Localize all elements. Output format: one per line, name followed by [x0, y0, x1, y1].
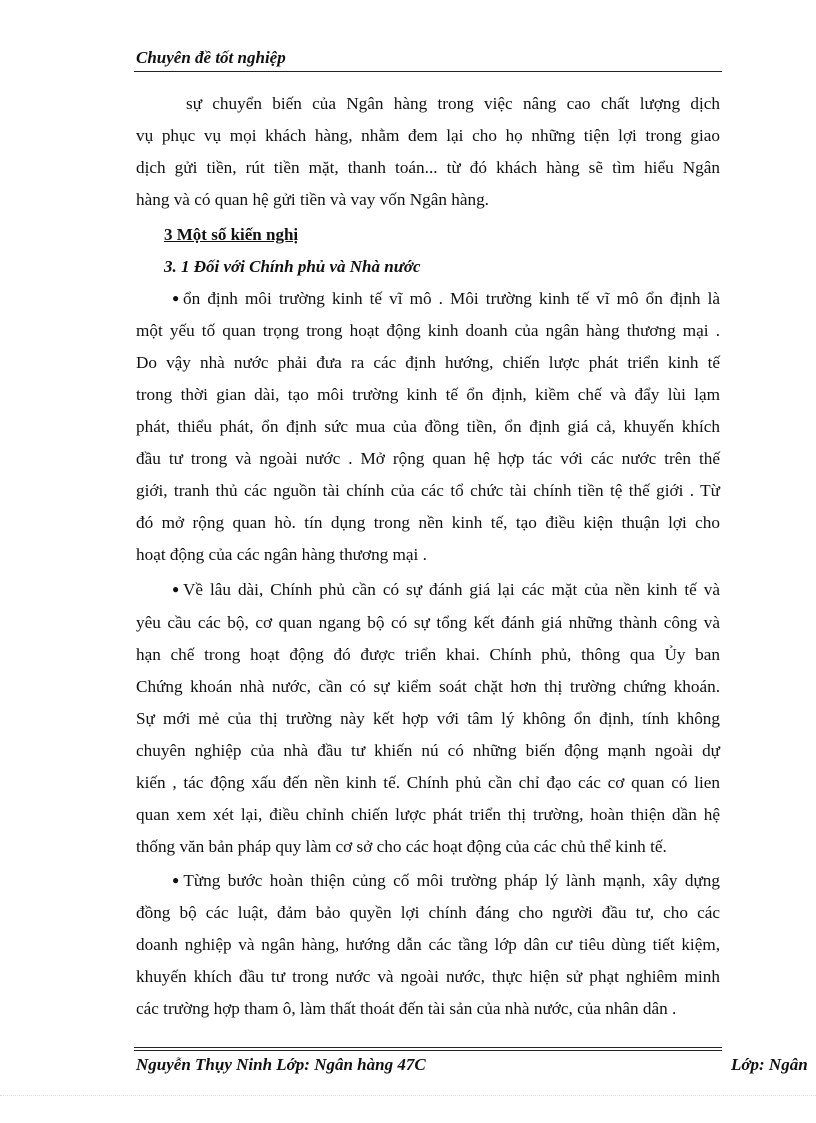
paragraph-2-line-7: kiến , tác động xấu đến nền kinh tế. Chính phủ cần chỉ đạo các cơ quan có lien: [136, 773, 720, 792]
page-header-title: Chuyên đề tốt nghiệp: [136, 48, 286, 67]
paragraph-1-line-1: ●ổn định môi trường kinh tế vĩ mô . Môi trường kinh tế vĩ mô ổn định là: [172, 289, 720, 308]
paragraph-3-line-1: ●Từng bước hoàn thiện củng cố môi trường pháp lý lành mạnh, xây dựng: [172, 871, 720, 890]
paragraph-1-line-2: một yếu tố quan trọng trong hoạt động kinh doanh của ngân hàng thương mại .: [136, 321, 720, 340]
paragraph-1-line-9: hoạt động của các ngân hàng thương mại .: [136, 545, 427, 564]
bullet-icon: ●: [172, 291, 183, 305]
paragraph-3-line-4: khuyến khích đầu tư trong nước và ngoài nước, thực hiện sử phạt nghiêm minh: [136, 967, 720, 986]
paragraph-1-line-4: trong thời gian dài, tạo môi trường kinh tế ổn định, kiềm chế và đẩy lùi lạm: [136, 385, 720, 404]
footer-author: Nguyễn Thụy Ninh Lớp: Ngân hàng 47C: [136, 1055, 426, 1074]
intro-line-3: dịch gửi tiền, rút tiền mặt, thanh toán... từ đó khách hàng sẽ tìm hiểu Ngân: [136, 158, 720, 177]
paragraph-1-line-7: giới, tranh thủ các nguồn tài chính của các tổ chức tài chính tiền tệ thế giới . Từ: [136, 481, 720, 500]
paragraph-2-line-5: Sự mới mẻ của thị trường này kết hợp với tâm lý không ổn định, tính không: [136, 709, 720, 728]
paragraph-2-line-9: thống văn bản pháp quy làm cơ sở cho các hoạt động của các chủ thể kinh tế.: [136, 837, 667, 856]
paragraph-2-line-6: chuyên nghiệp của nhà đầu tư khiến nú có những biến động mạnh ngoài dự: [136, 741, 720, 760]
footer-divider-top: [134, 1047, 722, 1048]
bullet-icon: ●: [172, 873, 183, 887]
intro-line-4: hàng và có quan hệ gửi tiền và vay vốn Ngân hàng.: [136, 190, 489, 209]
subsection-title: 3. 1 Đối với Chính phủ và Nhà nước: [164, 257, 421, 276]
page-bottom-dotted-rule: [0, 1095, 816, 1096]
bullet-icon: ●: [172, 582, 182, 596]
paragraph-1-line-5: phát, thiểu phát, ổn định sức mua của đồng tiền, ổn định giá cả, khuyến khích: [136, 417, 720, 436]
paragraph-2-line-8: quan xem xét lại, điều chỉnh chiến lược phát triển thị trường, hoàn thiện dần hệ: [136, 805, 720, 824]
paragraph-1-line-6: đầu tư trong và ngoài nước . Mở rộng quan hệ hợp tác với các nước trên thế: [136, 449, 720, 468]
paragraph-3-line-5: các trường hợp tham ô, làm thất thoát đến tài sản của nhà nước, của nhân dân .: [136, 999, 677, 1018]
paragraph-3-line-2: đồng bộ các luật, đảm bảo quyền lợi chính đáng cho người đầu tư, cho các: [136, 903, 720, 922]
footer-class-label: Lớp: Ngân: [731, 1055, 808, 1074]
intro-line-1: sự chuyển biến của Ngân hàng trong việc nâng cao chất lượng dịch: [186, 94, 720, 113]
paragraph-3-line-3: doanh nghiệp và ngân hàng, hướng dẫn các tầng lớp dân cư tiêu dùng tiết kiệm,: [136, 935, 720, 954]
intro-line-2: vụ phục vụ mọi khách hàng, nhằm đem lại cho họ những tiện lợi trong giao: [136, 126, 720, 145]
footer-divider-bottom: [134, 1050, 722, 1051]
paragraph-2-line-2: yêu cầu các bộ, cơ quan ngang bộ có sự tổng kết đánh giá những thành công và: [136, 613, 720, 632]
section-title: 3 Một số kiến nghị: [164, 225, 299, 244]
paragraph-2-line-3: hạn chế trong hoạt động đó được triển khai. Chính phủ, thông qua Ủy ban: [136, 645, 720, 664]
paragraph-2-line-1: ●Về lâu dài, Chính phủ cần có sự đánh giá lại các mặt của nền kinh tế và: [172, 580, 720, 599]
paragraph-1-line-8: đó mở rộng quan hò. tín dụng trong nền kinh tế, tạo điều kiện thuận lợi cho: [136, 513, 720, 532]
paragraph-1-line-3: Do vậy nhà nước phải đưa ra các định hướng, chiến lược phát triển kinh tế: [136, 353, 720, 372]
paragraph-2-line-4: Chứng khoán nhà nước, cần có sự kiểm soát chặt hơn thị trường chứng khoán.: [136, 677, 720, 696]
header-divider: [134, 71, 722, 72]
